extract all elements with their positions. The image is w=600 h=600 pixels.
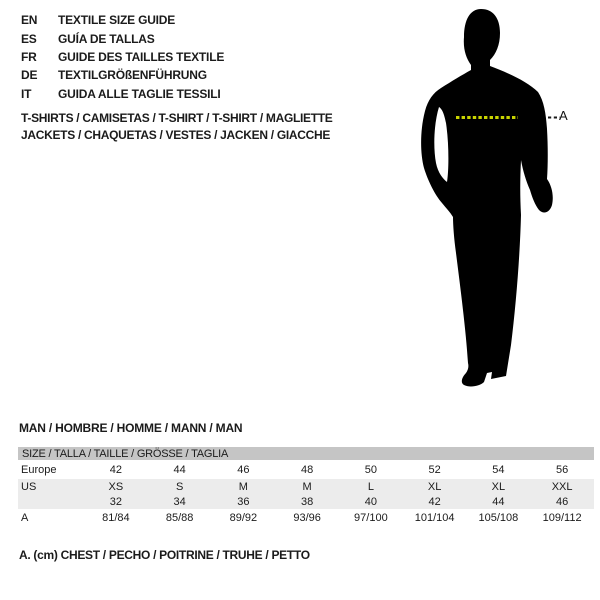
size-cell: 32 xyxy=(109,495,122,508)
row-label: A xyxy=(21,511,29,524)
size-cell: 42 xyxy=(109,463,122,476)
lang-code: FR xyxy=(21,49,37,64)
lang-code: EN xyxy=(21,13,38,28)
size-cell: 40 xyxy=(364,495,377,508)
language-list xyxy=(21,11,224,103)
size-cell: 85/88 xyxy=(165,511,194,524)
size-cell: S xyxy=(175,480,184,493)
measure-label-a: A xyxy=(559,108,568,123)
size-cell: XS xyxy=(108,480,124,493)
row-label: US xyxy=(21,480,37,493)
size-cell: 81/84 xyxy=(102,511,130,524)
lang-label: TEXTILE SIZE GUIDE xyxy=(58,13,176,28)
size-cell: 34 xyxy=(173,495,186,508)
size-cell: 56 xyxy=(556,463,569,476)
row-label: Europe xyxy=(21,463,57,476)
category-tshirts: T-SHIRTS / CAMISETAS / T-SHIRT / T-SHIRT / MAGLIETTE xyxy=(21,111,333,125)
lang-row-de xyxy=(21,66,224,84)
table-row-us-letters xyxy=(18,479,594,494)
section-title-man: MAN / HOMBRE / HOMME / MANN / MAN xyxy=(19,421,243,435)
lang-row-fr xyxy=(21,48,224,66)
lang-code: DE xyxy=(21,68,38,83)
size-cell: 109/112 xyxy=(542,511,582,524)
size-cell: 48 xyxy=(301,463,314,476)
table-row-chest-cm xyxy=(18,509,594,526)
size-cell: 36 xyxy=(237,495,250,508)
size-cell: 89/92 xyxy=(229,511,258,524)
table-row-europe xyxy=(18,460,594,479)
man-silhouette-svg xyxy=(400,5,575,395)
table-row-us-numbers xyxy=(18,494,594,509)
lang-label: GUIDA ALLE TAGLIE TESSILI xyxy=(58,86,221,101)
lang-label: GUÍA DE TALLAS xyxy=(58,31,155,46)
size-cell: 38 xyxy=(301,495,314,508)
lang-code: ES xyxy=(21,31,37,46)
category-jackets: JACKETS / CHAQUETAS / VESTES / JACKEN / GIACCHE xyxy=(21,127,331,142)
size-cell: 44 xyxy=(173,463,186,476)
size-cell: 50 xyxy=(364,463,377,476)
size-table xyxy=(18,447,594,526)
size-cell: XL xyxy=(491,480,506,493)
size-cell: 46 xyxy=(556,495,569,508)
lang-row-en xyxy=(21,11,224,29)
size-cell: 46 xyxy=(237,463,250,476)
size-cell: XL xyxy=(427,480,442,493)
size-cell: 101/104 xyxy=(414,511,455,524)
lang-code: IT xyxy=(21,86,32,101)
size-cell: 52 xyxy=(428,463,441,476)
measurement-footnote: A. (cm) CHEST / PECHO / POITRINE / TRUHE / PETTO xyxy=(19,548,310,562)
lang-row-es xyxy=(21,29,224,47)
size-table-header: SIZE / TALLA / TAILLE / GRÖSSE / TAGLIA xyxy=(18,447,594,460)
size-cell: 42 xyxy=(428,495,441,508)
lang-row-it xyxy=(21,85,224,103)
size-cell: M xyxy=(238,480,248,493)
garment-categories xyxy=(21,110,333,143)
lang-label: GUIDE DES TAILLES TEXTILE xyxy=(58,49,225,64)
size-cell: M xyxy=(302,480,312,493)
size-cell: 97/100 xyxy=(354,511,388,524)
man-silhouette-shape xyxy=(421,9,553,386)
size-cell: XXL xyxy=(551,480,573,493)
size-cell: L xyxy=(367,480,374,493)
size-cell: 105/108 xyxy=(478,511,519,524)
size-cell: 54 xyxy=(492,463,505,476)
size-cell: 93/96 xyxy=(293,511,321,524)
lang-label: TEXTILGRÖßENFÜHRUNG xyxy=(58,68,207,83)
man-silhouette-figure xyxy=(400,5,575,395)
size-cell: 44 xyxy=(492,495,505,508)
